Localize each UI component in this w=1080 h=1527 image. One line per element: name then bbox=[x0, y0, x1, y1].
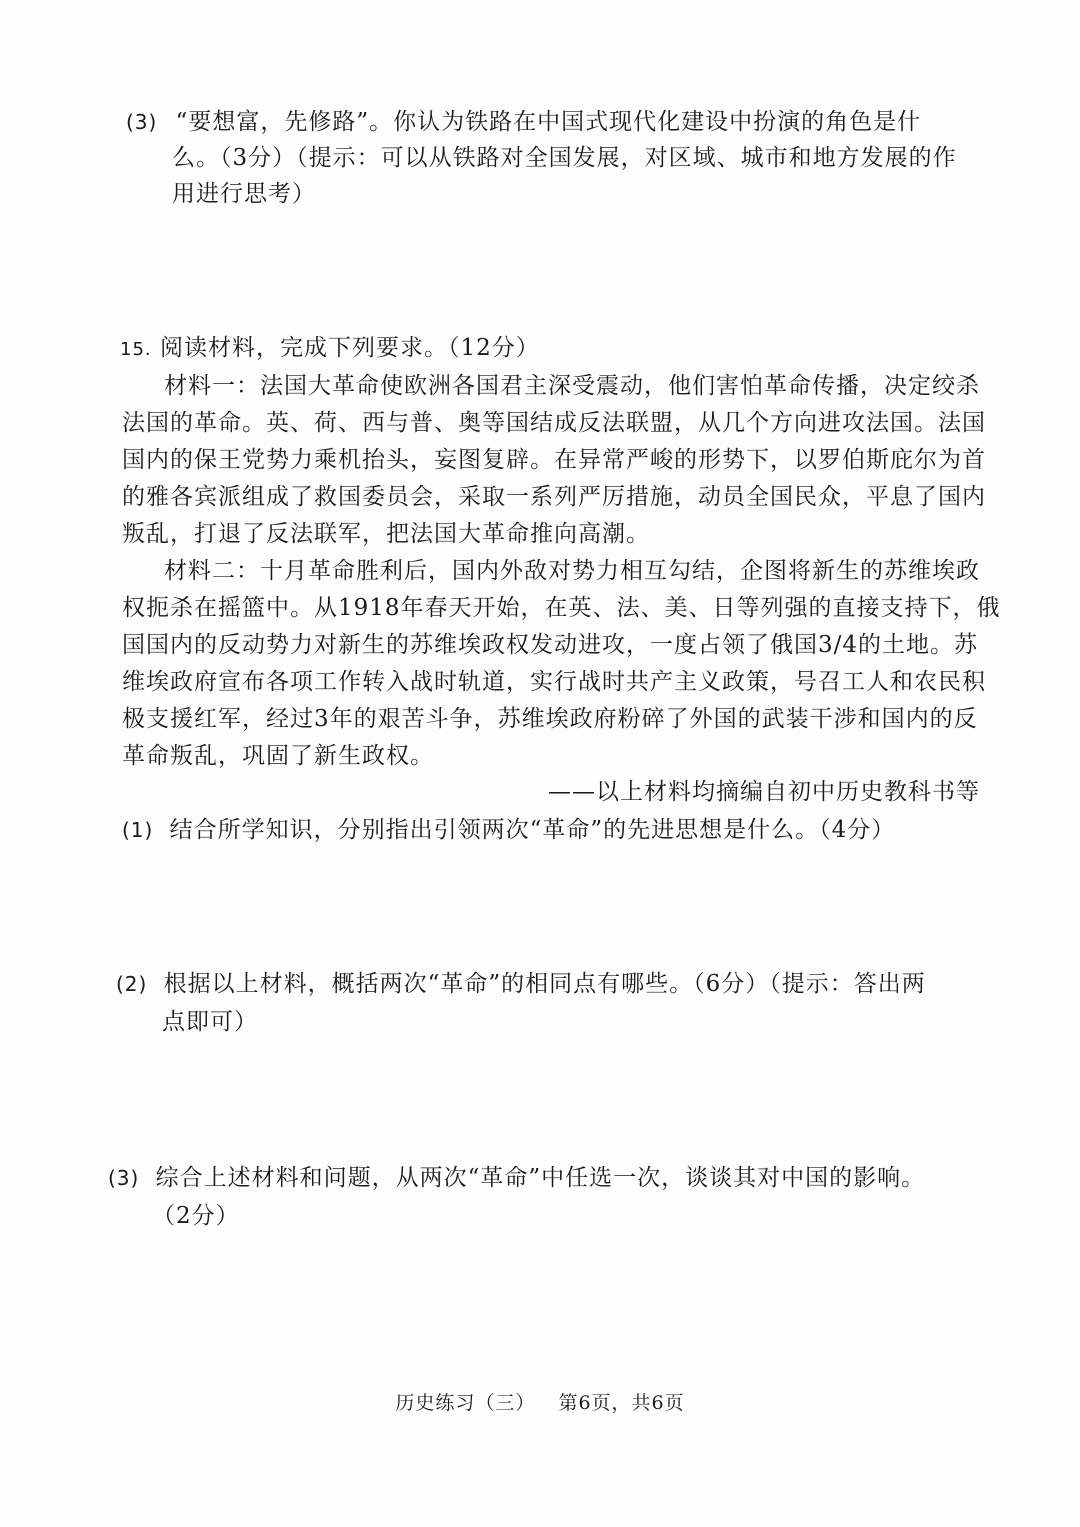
q15-sub2-line1 bbox=[116, 966, 926, 1002]
q15-sub1-text: 结合所学知识，分别指出引领两次“革命”的先进思想是什么。（4分） bbox=[169, 817, 896, 843]
q14-3-line1 bbox=[126, 104, 921, 140]
q14-3-line2: 么。（3分）（提示：可以从铁路对全国发展，对区域、城市和地方发展的作 bbox=[172, 145, 957, 171]
q14-3-line3: 用进行思考） bbox=[172, 181, 316, 207]
q14-3-text-line1: “要想富，先修路”。你认为铁路在中国式现代化建设中扮演的角色是什 bbox=[175, 109, 922, 135]
q15-sub3-line2: （2分） bbox=[152, 1203, 240, 1229]
q15-sub1 bbox=[122, 812, 895, 848]
material2-line: 革命叛乱，巩固了新生政权。 bbox=[122, 743, 434, 769]
material2-line: 权扼杀在摇篮中。从1918年春天开始，在英、法、美、日等列强的直接支持下，俄 bbox=[122, 595, 1001, 621]
material2-line: 材料二：十月革命胜利后，国内外敌对势力相互勾结，企图将新生的苏维埃政 bbox=[164, 558, 980, 584]
material2-line: 极支援红军，经过3年的艰苦斗争，苏维埃政府粉碎了外国的武装干涉和国内的反 bbox=[122, 706, 978, 732]
footer-subject: 历史练习（三） bbox=[395, 1392, 536, 1414]
q15-sub3-text-line1: 综合上述材料和问题，从两次“革命”中任选一次，谈谈其对中国的影响。 bbox=[155, 1165, 926, 1191]
page-footer bbox=[0, 1388, 1080, 1415]
q15-sub2-line2: 点即可） bbox=[162, 1009, 258, 1035]
material2-line: 维埃政府宣布各项工作转入战时轨道，实行战时共产主义政策，号召工人和农民积 bbox=[122, 669, 986, 695]
q15-sub1-number: (1) bbox=[122, 818, 154, 842]
q15-title: 阅读材料，完成下列要求。（12分） bbox=[159, 335, 540, 361]
material1-line: 的雅各宾派组成了救国委员会，采取一系列严厉措施，动员全国民众，平息了国内 bbox=[122, 484, 986, 510]
footer-page-number: 第6页，共6页 bbox=[558, 1392, 685, 1414]
material1-line: 法国的革命。英、荷、西与普、奥等国结成反法联盟，从几个方向进攻法国。法国 bbox=[122, 410, 986, 436]
q15-header bbox=[120, 330, 540, 368]
material2-line: 国国内的反动势力对新生的苏维埃政权发动进攻，一度占领了俄国3/4的土地。苏 bbox=[122, 632, 979, 658]
q15-sub3-number: (3) bbox=[108, 1166, 140, 1190]
material1-line: 国内的保王党势力乘机抬头，妄图复辟。在异常严峻的形势下，以罗伯斯庇尔为首 bbox=[122, 447, 986, 473]
q14-3-number: (3) bbox=[126, 110, 158, 134]
q15-sub3-line1 bbox=[108, 1160, 925, 1196]
q15-number: 15. bbox=[120, 339, 152, 360]
q15-sub2-text-line1: 根据以上材料，概括两次“革命”的相同点有哪些。（6分）（提示：答出两 bbox=[163, 971, 926, 997]
q15-sub2-number: (2) bbox=[116, 972, 148, 996]
material1-line: 材料一：法国大革命使欧洲各国君主深受震动，他们害怕革命传播，决定绞杀 bbox=[164, 373, 980, 399]
material-source: ——以上材料均摘编自初中历史教科书等 bbox=[548, 779, 980, 805]
material1-line: 叛乱，打退了反法联军，把法国大革命推向高潮。 bbox=[122, 521, 650, 547]
